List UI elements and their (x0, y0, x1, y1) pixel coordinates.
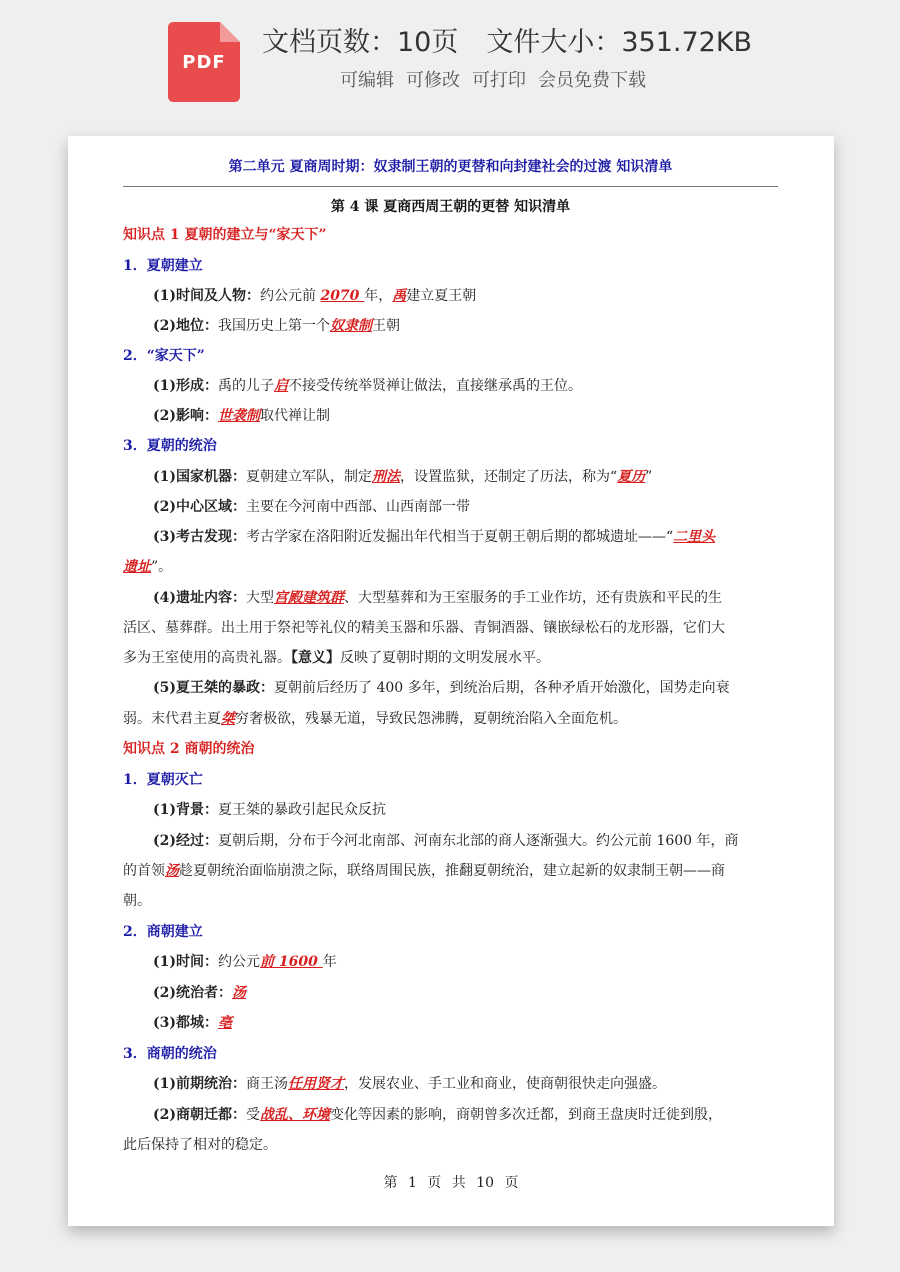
answer-war-environment: 战乱、环境 (260, 1107, 330, 1123)
unit-title: 第二单元 夏商周时期：奴隶制王朝的更替和向封建社会的过渡 知识清单 (228, 159, 673, 175)
answer-bo: 亳 (218, 1015, 232, 1031)
feature-printable: 可打印 (472, 70, 526, 91)
page-number-footer: 第 1 页 共 10 页 (383, 1175, 519, 1191)
shang-early-rule-line: (1)前期统治：商王汤任用贤才，发展农业、手工业和商业，使商朝很快走向强盛。 (153, 1076, 666, 1092)
download-banner (0, 0, 900, 120)
knowledge-point-1-title: 知识点 1 夏朝的建立与“家天下” (123, 227, 327, 243)
page-count-label: 文档页数：10页 (262, 27, 459, 58)
section-shang-founding: 2．商朝建立 (123, 924, 203, 940)
answer-site: 遗址 (123, 559, 151, 575)
answer-1600: 前 1600 (260, 954, 323, 970)
shang-capital-move-line: (2)商朝迁都：受战乱、环境变化等因素的影响，商朝曾多次迁都，到商王盘庚时迁徙到殷， (153, 1107, 722, 1123)
answer-hereditary: 世袭制 (218, 408, 260, 424)
answer-tang-ruler: 汤 (232, 985, 246, 1001)
xia-fall-process-line-3: 朝。 (123, 893, 151, 909)
xia-archaeology-line-cont: 遗址”。 (123, 559, 173, 575)
answer-slavery: 奴隶制 (330, 318, 372, 334)
xia-archaeology-line: (3)考古发现：考古学家在洛阳附近发掘出年代相当于夏朝王朝后期的都城遗址——“二里头 (153, 529, 716, 545)
answer-xia-calendar: 夏历 (617, 469, 646, 485)
knowledge-point-2-title: 知识点 2 商朝的统治 (123, 741, 255, 757)
xia-site-content-line-3: 多为王室使用的高贵礼器。【意义】反映了夏朝时期的文明发展水平。 (123, 650, 550, 666)
answer-palace: 宫殿建筑群 (274, 590, 344, 606)
answer-jie: 桀 (221, 711, 235, 727)
feature-member-download: 会员免费下载 (538, 70, 646, 91)
shang-capital-move-line-2: 此后保持了相对的稳定。 (123, 1137, 277, 1153)
xia-site-content-line: (4)遗址内容：大型宫殿建筑群、大型墓葬和为王室服务的手工业作坊，还有贵族和平民的生 (153, 590, 722, 606)
feature-modifiable: 可修改 (406, 70, 460, 91)
answer-qi: 启 (274, 378, 288, 394)
file-info-title (262, 20, 862, 59)
pdf-file-icon (168, 22, 240, 102)
xia-founding-time-line: (1)时间及人物：约公元前 2070 年，禹建立夏王朝 (153, 288, 477, 304)
answer-criminal-law: 刑法 (372, 469, 400, 485)
xia-site-content-line-2: 活区、墓葬群。出土用于祭祀等礼仪的精美玉器和乐器、青铜酒器、镶嵌绿松石的龙形器，它们大 (123, 620, 725, 636)
xia-tyranny-line-2: 弱。末代君主夏桀穷奢极欲，残暴无道，导致民怨沸腾，夏朝统治陷入全面危机。 (123, 711, 627, 727)
xia-central-region-line: (2)中心区域：主要在今河南中西部、山西南部一带 (153, 499, 470, 515)
lesson-title: 第 4 课 夏商西周王朝的更替 知识清单 (330, 199, 571, 215)
feature-list (340, 66, 658, 92)
section-family-realm: 2．“家天下” (123, 348, 205, 364)
xia-fall-background-line: (1)背景：夏王桀的暴政引起民众反抗 (153, 802, 386, 818)
answer-2070: 2070 (320, 288, 365, 304)
family-realm-formation-line: (1)形成：禹的儿子启不接受传统举贤禅让做法，直接继承禹的王位。 (153, 378, 582, 394)
xia-fall-process-line-2: 的首领汤趁夏朝统治面临崩溃之际，联络周围民族，推翻夏朝统治，建立起新的奴隶制王朝——商 (123, 863, 725, 879)
xia-fall-process-line: (2)经过：夏朝后期，分布于今河北南部、河南东北部的商人逐渐强大。约公元前 1600 年，商 (153, 833, 739, 849)
shang-capital-line: (3)都城：亳 (153, 1015, 232, 1031)
answer-yu: 禹 (392, 288, 407, 304)
section-xia-founding: 1．夏朝建立 (123, 258, 203, 274)
section-xia-rule: 3．夏朝的统治 (123, 438, 217, 454)
file-size-label: 文件大小：351.72KB (486, 27, 753, 58)
section-shang-rule: 3．商朝的统治 (123, 1046, 217, 1062)
shang-time-line: (1)时间：约公元前 1600 年 (153, 954, 337, 970)
xia-tyranny-line: (5)夏王桀的暴政：夏朝前后经历了 400 多年，到统治后期，各种矛盾开始激化，国势走向衰 (153, 680, 730, 696)
family-realm-impact-line: (2)影响：世袭制取代禅让制 (153, 408, 330, 424)
answer-talent: 任用贤才 (288, 1076, 344, 1092)
xia-state-machine-line: (1)国家机器：夏朝建立军队，制定刑法，设置监狱，还制定了历法，称为“夏历” (153, 469, 653, 485)
answer-tang: 汤 (165, 863, 179, 879)
section-xia-fall: 1．夏朝灭亡 (123, 772, 203, 788)
document-page (68, 136, 834, 1226)
header-rule (123, 186, 778, 187)
shang-ruler-line: (2)统治者：汤 (153, 985, 246, 1001)
feature-editable: 可编辑 (340, 70, 394, 91)
answer-erlitou: 二里头 (673, 529, 716, 545)
xia-status-line: (2)地位：我国历史上第一个奴隶制王朝 (153, 318, 400, 334)
pdf-icon-label: PDF (182, 52, 226, 73)
